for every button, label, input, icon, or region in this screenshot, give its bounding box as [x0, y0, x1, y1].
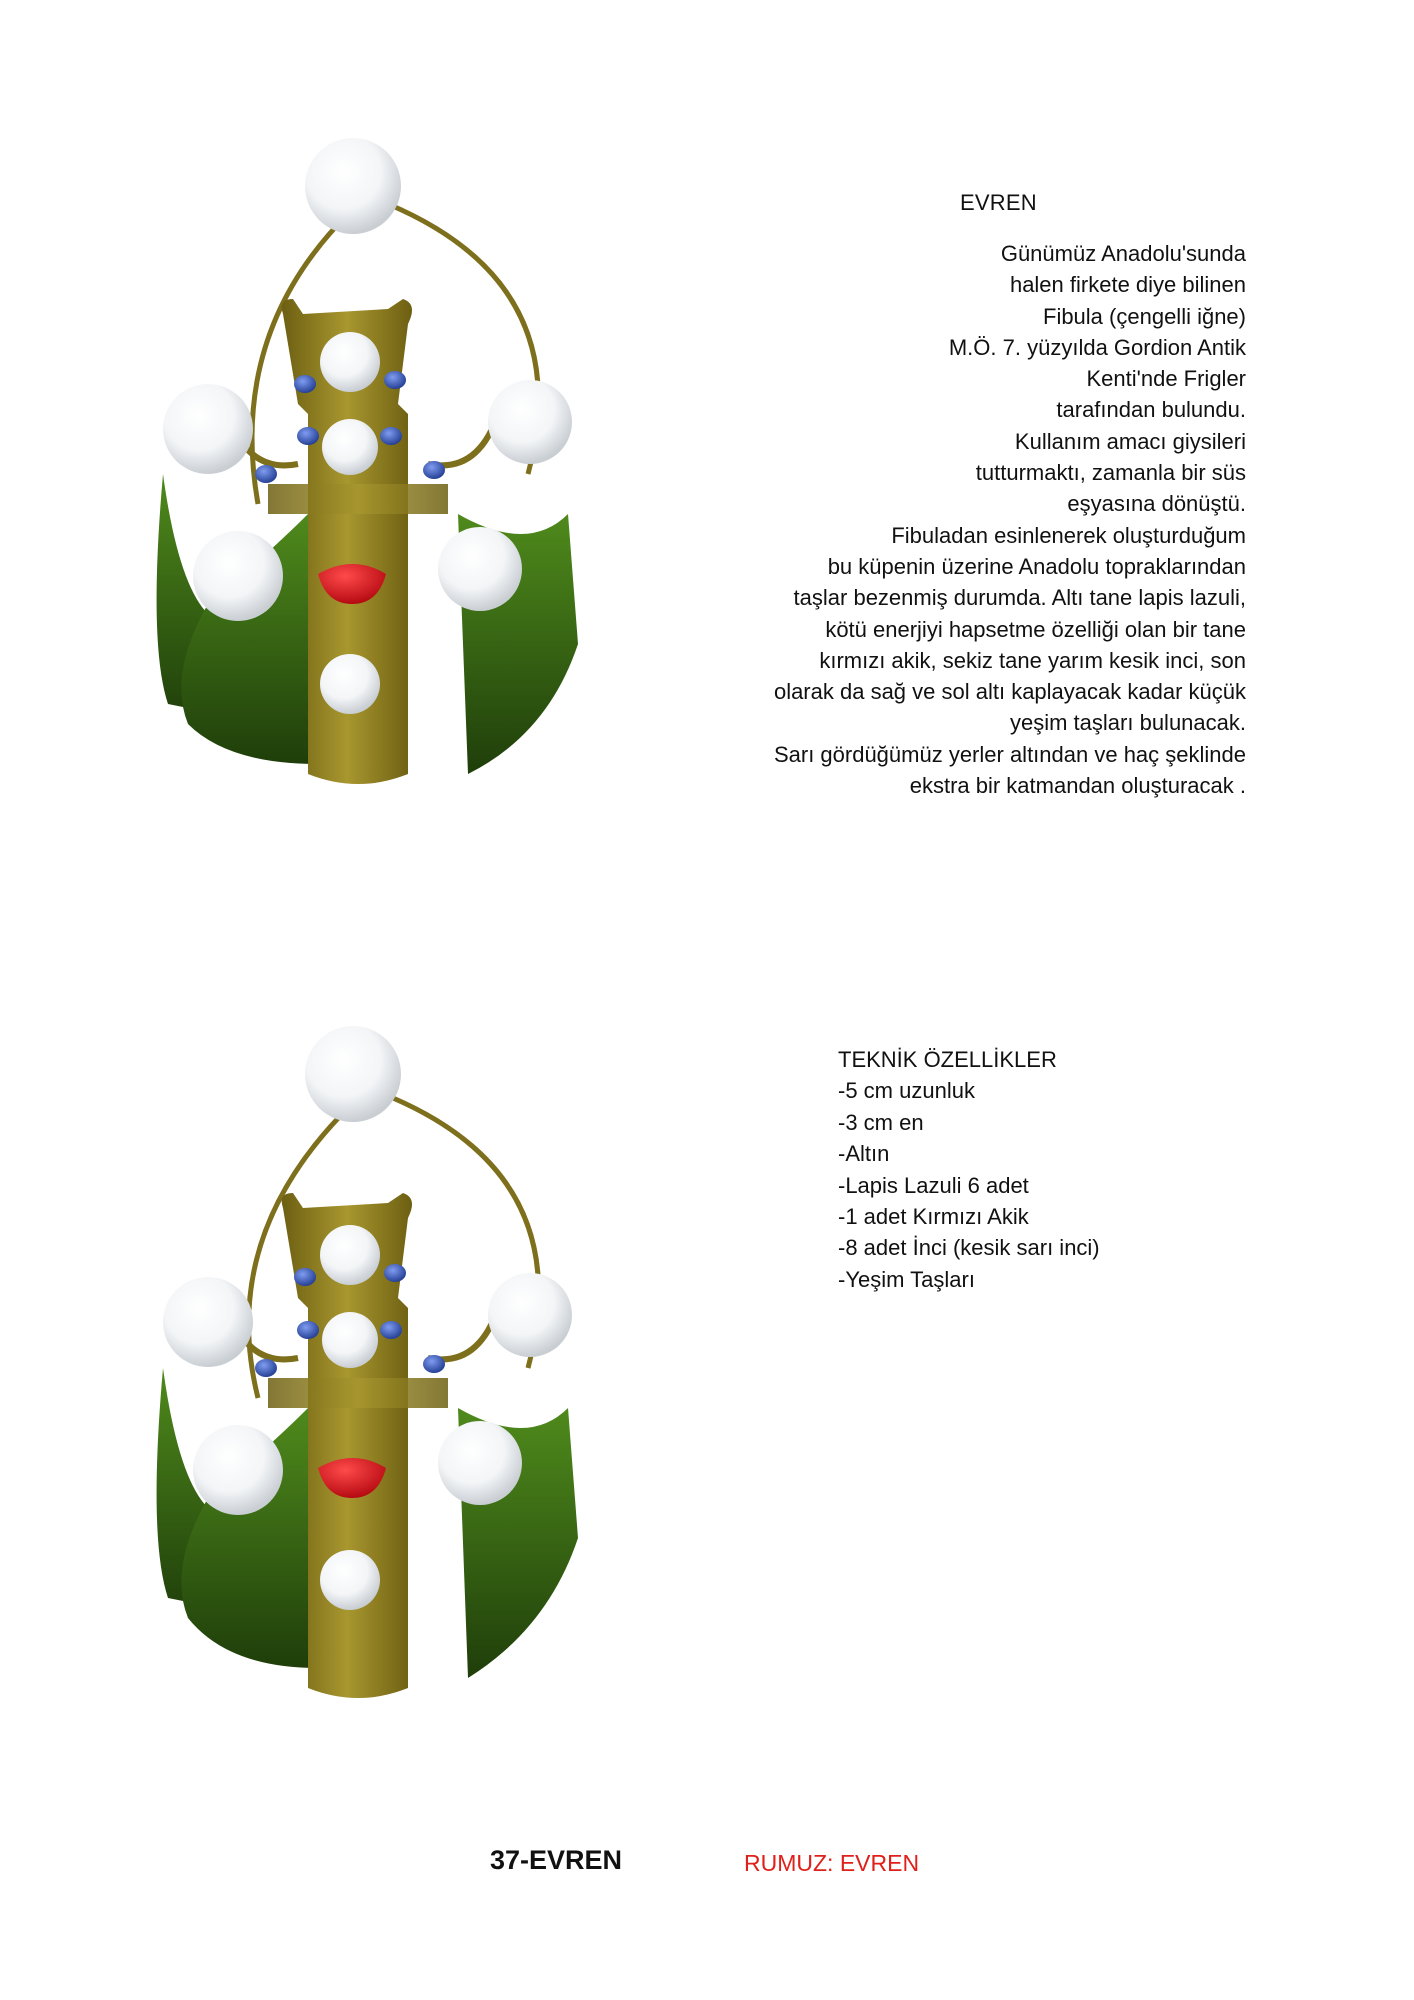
description-line: yeşim taşları bulunacak.	[1010, 710, 1246, 736]
pearl-left	[163, 384, 253, 474]
lapis-5	[255, 465, 277, 483]
page-title: EVREN	[960, 190, 1037, 215]
description-line: Kullanım amacı giysileri	[1014, 428, 1246, 454]
earring-illustration-bottom	[108, 968, 748, 1828]
description-line: Fibula (çengelli iğne)	[1043, 303, 1246, 329]
lapis-6	[423, 461, 445, 479]
description-line: kırmızı akik, sekiz tane yarım kesik inci, son	[819, 647, 1246, 673]
footer-title: 37-EVREN	[490, 1845, 623, 1875]
earring-illustration-top	[108, 84, 748, 874]
spec-item: -1 adet Kırmızı Akik	[838, 1204, 1029, 1230]
spec-item: -3 cm en	[838, 1109, 924, 1135]
lapis-1	[294, 375, 316, 393]
footer-code: RUMUZ: EVREN	[744, 1850, 920, 1876]
description-line: Kenti'nde Frigler	[1086, 366, 1246, 392]
specs-heading: TEKNİK ÖZELLİKLER	[838, 1047, 1057, 1072]
pearl-right	[488, 380, 572, 464]
spec-item: -Lapis Lazuli 6 adet	[838, 1172, 1029, 1198]
pearl-lower-right	[438, 527, 522, 611]
description-line: M.Ö. 7. yüzyılda Gordion Antik	[948, 334, 1246, 360]
description-line: Günümüz Anadolu'sunda	[1000, 241, 1246, 266]
description-line: taşlar bezenmiş durumda. Altı tane lapis lazuli,	[793, 585, 1246, 611]
description-line: tarafından bulundu.	[1056, 397, 1246, 423]
pearl-upper-center	[320, 332, 380, 392]
description	[686, 238, 1246, 801]
spec-item: -5 cm uzunluk	[838, 1078, 975, 1104]
description-line: eşyasına dönüştü.	[1067, 491, 1246, 517]
pearl-mid-center	[322, 419, 378, 475]
spec-item: -Yeşim Taşları	[838, 1266, 975, 1292]
spec-item: -8 adet İnci (kesik sarı inci)	[838, 1235, 1100, 1261]
description-line: Sarı gördüğümüz yerler altından ve haç şeklinde	[773, 741, 1246, 767]
lapis-2	[384, 371, 406, 389]
technical-specs	[838, 1044, 1100, 1295]
description-line: kötü enerjiyi hapsetme özelliği olan bir tane	[825, 616, 1246, 642]
spec-item: -Altın	[838, 1141, 890, 1167]
lapis-3	[297, 427, 319, 445]
pearl-lower-left	[193, 531, 283, 621]
pearl-bottom	[320, 654, 380, 714]
pearl-top	[305, 138, 401, 234]
lapis-4	[380, 427, 402, 445]
description-line: halen firkete diye bilinen	[1009, 272, 1246, 298]
description-line: ekstra bir katmandan oluşturacak .	[909, 773, 1246, 799]
description-line: Fibuladan esinlenerek oluşturduğum	[891, 522, 1246, 548]
description-line: tutturmaktı, zamanla bir süs	[975, 460, 1246, 486]
description-line: olarak da sağ ve sol altı kaplayacak kadar küçük	[773, 679, 1246, 705]
description-line: bu küpenin üzerine Anadolu topraklarından	[827, 553, 1246, 579]
